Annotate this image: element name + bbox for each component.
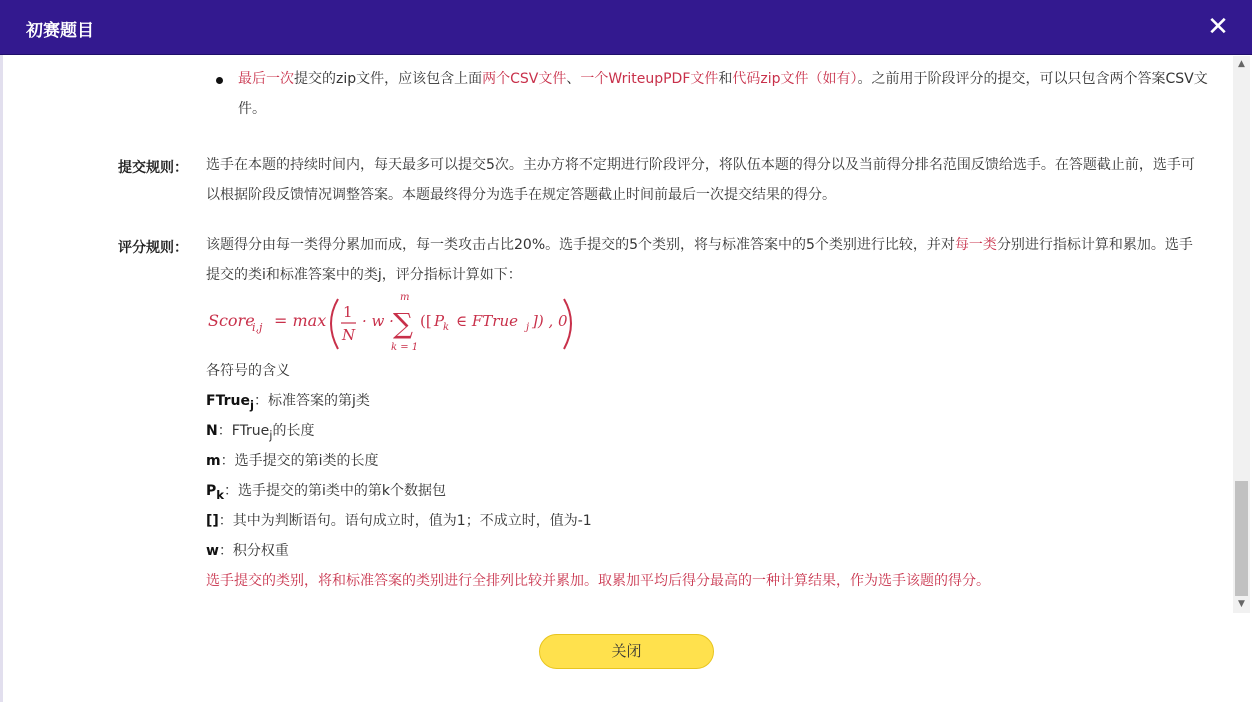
vertical-scrollbar[interactable] [1233,56,1250,613]
score-formula [206,293,626,353]
scrollbar-thumb[interactable] [1235,481,1248,596]
bullet-text-1: 提交的zip文件，应该包含上面 [294,71,483,87]
formula-m: m [400,293,410,303]
symbol-n-name: N [206,423,218,439]
bullet-dot-icon [216,77,223,84]
score-rule-text-b: 分别进行指标计算和累加。选手提交的类i和标准答案中的类j，评分指标计算如下： [206,237,1193,283]
formula-n: N [342,326,356,344]
symbol-ftrue-desc: ：标准答案的第j类 [253,393,370,409]
sigma-icon: ∑ [393,307,413,340]
score-rule-label: 评分规则： [118,240,188,256]
dialog-content [0,55,1230,615]
formula-in-ftrue: ∈ FTrue [456,312,518,330]
formula-sub-ij: i,j [252,321,263,334]
symbol-w-name: w [206,543,219,559]
symbol-m [206,446,378,476]
dialog-title: 初赛题目 [26,21,94,41]
symbol-ftrue-sub: j [249,397,254,412]
symbol-pk-desc: ：选手提交的第i类中的第k个数据包 [224,483,447,499]
bullet-and: 和 [718,71,733,87]
submit-rule-label: 提交规则： [118,160,188,176]
symbol-ftrue [206,386,370,420]
bullet-zip: 代码zip文件（如有） [732,71,858,87]
bullet-pdf: 一个WriteupPDF文件 [580,71,719,87]
symbol-ftrue-name: FTrue [206,393,250,409]
close-button[interactable]: 关闭 [539,634,714,669]
symbol-pk-name: P [206,483,217,499]
formula-sub-k: k [443,322,450,333]
formula-sub-j: j [526,322,530,333]
scoring-note: 选手提交的类别，将和标准答案的类别进行全排列比较并累加。取累加平均后得分最高的一种计算结果，作为选手该题的得分。 [206,573,990,589]
symbol-bracket-desc: ：其中为判断语句。语句成立时，值为1；不成立时，值为-1 [218,513,592,529]
symbol-bracket [206,506,592,536]
symbol-m-name: m [206,453,221,469]
formula-p: P [434,312,445,330]
symbols-heading: 各符号的含义 [206,363,290,379]
scroll-down-arrow-icon[interactable]: ▼ [1238,599,1245,609]
symbol-bracket-name: [] [206,513,219,529]
score-rule-text [206,230,1206,290]
symbol-n [206,416,315,450]
scroll-up-arrow-icon[interactable]: ▲ [1238,59,1245,69]
left-paren [331,299,338,349]
bullet-sep: 、 [566,71,581,87]
bullet-last-submit: 最后一次 [238,71,294,87]
symbol-pk-sub: k [216,487,225,502]
close-icon[interactable]: ✕ [1207,12,1229,42]
formula-dot-w: · w · [362,312,394,330]
formula-eq-max: = max [274,311,327,330]
bullet-csv: 两个CSV文件 [482,71,567,87]
symbol-w [206,536,289,566]
score-rule-highlight: 每一类 [954,237,997,253]
submit-rule-text: 选手在本题的持续时间内，每天最多可以提交5次。主办方将不定期进行阶段评分，将队伍本题的得分以及当前得分排名范围反馈给选手。在答题截止前，选手可以根据阶段反馈情况调整答案。本题最终得分为选手在规定答题截止时间前最后一次提交结果的得分。 [206,157,1195,203]
bullet-text-2: 。之前用于阶段评分的提交，可以只包含两个答案CSV文件。 [238,71,1208,117]
dialog-header [0,0,1252,55]
symbol-pk [206,476,446,510]
formula-one: 1 [343,303,353,321]
symbol-w-desc: ：积分权重 [218,543,289,559]
symbol-n-desc-sub: j [269,427,273,442]
symbol-n-desc-a: ：FTrue [217,423,270,439]
score-rule-text-a: 该题得分由每一类得分累加而成，每一类攻击占比20%。选手提交的5个类别，将与标准答案中的5个类别进行比较，并对 [206,237,955,253]
symbol-n-desc-b: 的长度 [272,423,315,439]
formula-open: ([ [420,312,432,330]
formula-score: Score [208,311,255,330]
bullet-text [218,64,1208,124]
symbol-m-desc: ：选手提交的第i类的长度 [220,453,379,469]
bullet-item [218,64,1208,124]
formula-k1: k = 1 [391,342,419,353]
formula-tail: ]) , 0 [532,312,568,330]
